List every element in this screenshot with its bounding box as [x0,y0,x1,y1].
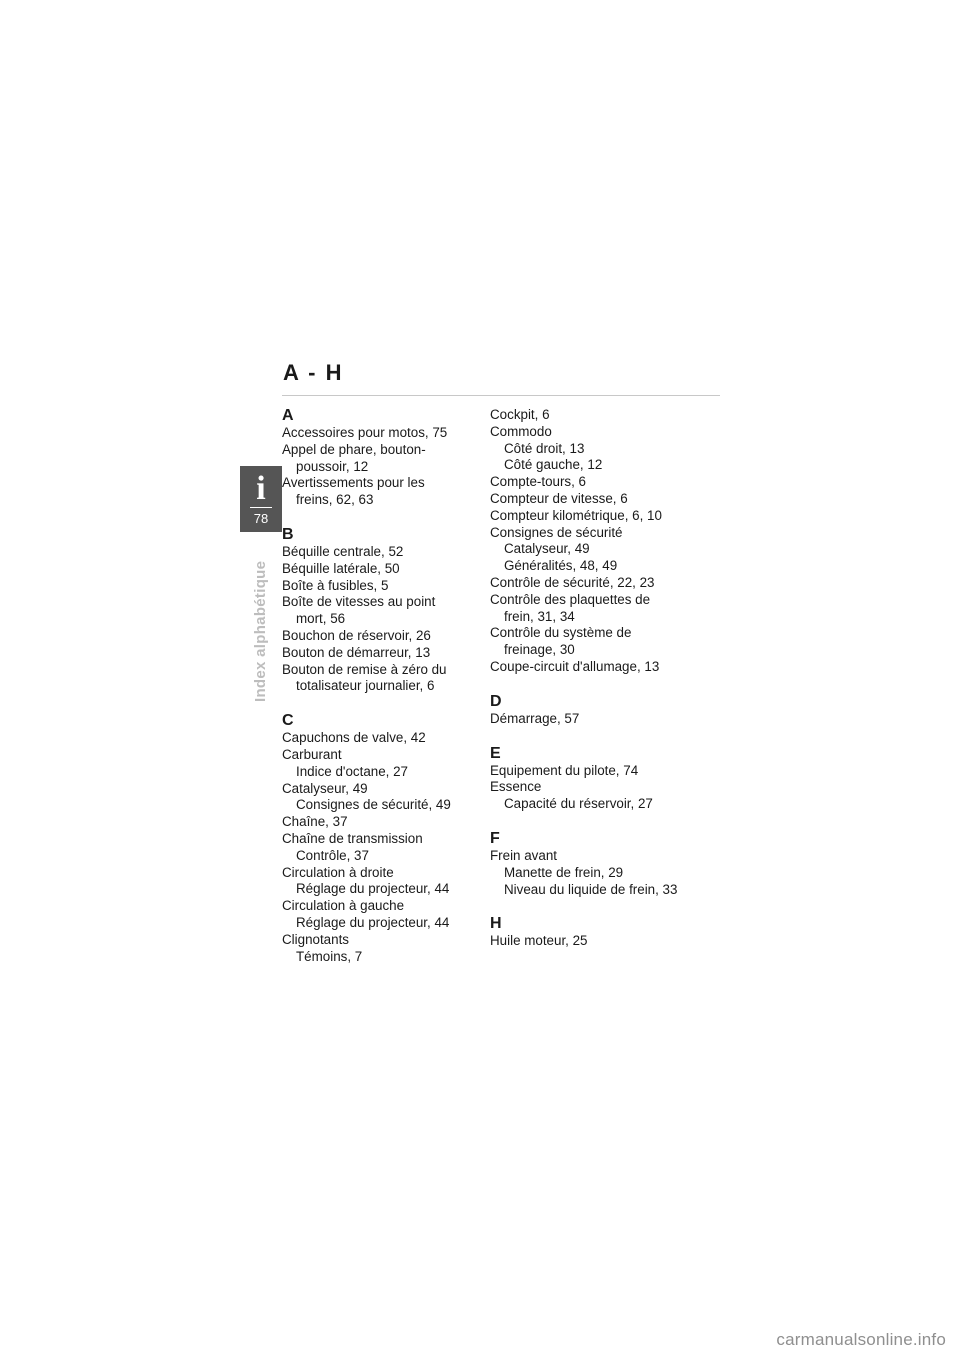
index-entry: Bouton de démarreur, 13 [282,644,431,660]
index-entry-continuation: frein, 31, 34 [504,608,575,624]
watermark-text: carmanualsonline.info [776,1330,946,1349]
index-subentry: Témoins, 7 [296,948,363,964]
index-entry: Frein avant [490,847,557,863]
index-subentry: Réglage du projecteur, 44 [296,881,450,897]
index-subentry: Catalyseur, 49 [504,541,590,557]
index-entry: Appel de phare, bouton- [282,441,426,457]
chapter-tab [240,466,282,532]
index-entry: Compteur kilométrique, 6, 10 [490,507,662,523]
index-subentry: Généralités, 48, 49 [504,558,618,574]
index-subentry: Contrôle, 37 [296,847,369,863]
index-entry: Consignes de sécurité [490,524,623,540]
index-entry-continuation: freinage, 30 [504,642,575,658]
index-subentry: Côté droit, 13 [504,440,585,456]
index-entry: Equipement du pilote, 74 [490,762,639,778]
index-entry: Boîte de vitesses au point [282,594,436,610]
index-section [282,407,482,509]
index-entry: Circulation à gauche [282,898,405,914]
index-entry: Compteur de vitesse, 6 [490,490,628,506]
chapter-side-label: Index alphabétique [252,560,269,702]
index-entry: Catalyseur, 49 [282,780,368,796]
index-section [490,407,690,676]
index-entry-continuation: totalisateur journalier, 6 [296,678,435,694]
page-title: A - H [283,360,344,385]
section-letter: F [490,829,500,847]
index-subentry: Côté gauche, 12 [504,457,603,473]
index-entry: Contrôle du système de [490,625,632,641]
index-subentry: Manette de frein, 29 [504,864,624,880]
index-section [282,712,482,965]
index-entry-continuation: mort, 56 [296,611,346,627]
index-entry: Coupe-circuit d'allumage, 13 [490,658,660,674]
section-letter: A [282,407,294,424]
index-entry: Capuchons de valve, 42 [282,730,426,746]
index-entry: Cockpit, 6 [490,407,550,422]
index-column-right [490,407,690,950]
index-entry: Contrôle de sécurité, 22, 23 [490,574,655,590]
section-letter: E [490,744,501,762]
index-entry-continuation: poussoir, 12 [296,458,369,474]
index-subentry: Capacité du réservoir, 27 [504,796,653,812]
index-entry: Circulation à droite [282,864,394,880]
section-letter: H [490,915,502,933]
index-entry: Chaîne, 37 [282,814,348,830]
index-section [282,526,482,695]
index-section [490,745,690,813]
section-letter: D [490,692,502,710]
index-section [490,693,690,728]
index-section [490,915,690,950]
index-entry: Bouton de remise à zéro du [282,661,447,677]
index-entry: Compte-tours, 6 [490,474,587,490]
index-entry: Accessoires pour motos, 75 [282,425,448,440]
index-entry: Chaîne de transmission [282,830,423,846]
index-subentry: Consignes de sécurité, 49 [296,797,451,813]
index-entry: Démarrage, 57 [490,710,580,726]
index-entry: Contrôle des plaquettes de [490,591,651,607]
info-icon: i [256,470,266,507]
page-number: 78 [253,511,269,526]
section-letter: B [282,525,294,543]
index-entry: Bouchon de réservoir, 26 [282,627,431,643]
index-entry: Béquille latérale, 50 [282,560,400,576]
index-entry: Carburant [282,746,342,762]
index-entry-continuation: freins, 62, 63 [296,492,374,508]
index-entry: Commodo [490,423,552,439]
title-divider [282,395,720,396]
index-subentry: Réglage du projecteur, 44 [296,914,450,930]
index-entry: Béquille centrale, 52 [282,543,404,559]
section-letter: C [282,712,294,730]
index-entry: Boîte à fusibles, 5 [282,577,389,593]
tab-divider [250,507,272,508]
index-column-left [282,407,482,965]
index-entry: Huile moteur, 25 [490,933,588,949]
index-entry: Essence [490,779,542,795]
index-subentry: Niveau du liquide de frein, 33 [504,881,678,897]
index-section [490,830,690,898]
index-entry: Clignotants [282,931,349,947]
index-subentry: Indice d'octane, 27 [296,763,408,779]
index-entry: Avertissements pour les [282,475,425,491]
